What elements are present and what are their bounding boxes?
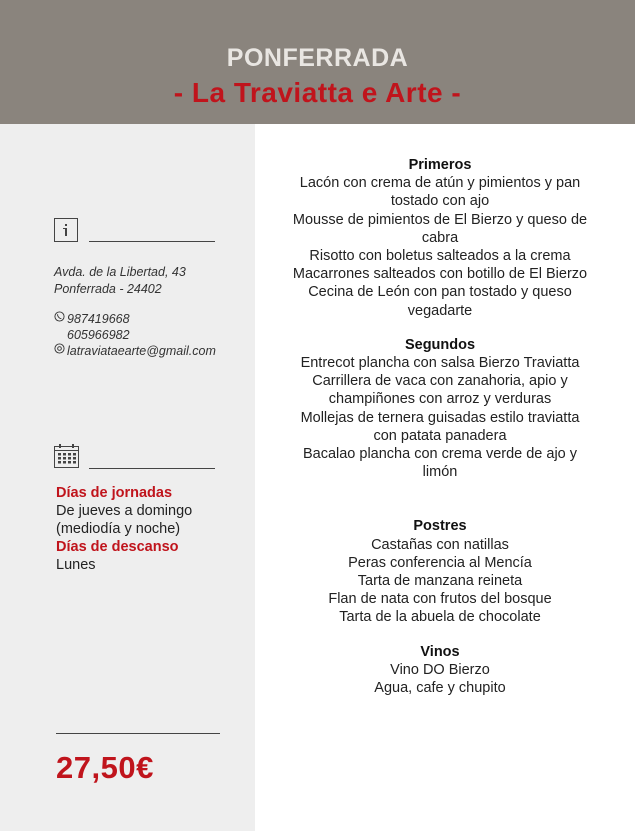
address-line: Avda. de la Libertad, 43 <box>54 265 186 279</box>
calendar-icon <box>54 443 78 467</box>
menu-item: Castañas con natillas <box>371 536 509 553</box>
restaurant-name: - La Traviatta e Arte - <box>173 77 462 108</box>
menu-item: champiñones con arroz y verduras <box>328 391 552 408</box>
info-icon <box>54 218 78 242</box>
section-title-segundos: Segundos <box>404 336 476 353</box>
section-title-vinos: Vinos <box>420 643 460 660</box>
menu-item: Tarta de manzana reineta <box>357 573 523 590</box>
phone-number[interactable]: 605966982 <box>67 328 130 342</box>
menu-item: con patata panadera <box>373 427 507 444</box>
menu-item: Agua, cafe y chupito <box>374 680 506 697</box>
price-divider <box>56 733 220 734</box>
workdays-value: De jueves a domingo <box>56 503 193 519</box>
schedule-divider <box>89 468 215 469</box>
section-title-postres: Postres <box>413 518 467 535</box>
menu-item: Risotto con boletus salteados a la crema <box>309 248 571 265</box>
menu-item: vegadarte <box>407 302 473 319</box>
info-divider <box>89 241 215 242</box>
menu-list <box>255 156 625 697</box>
menu-item: Flan de nata con frutos del bosque <box>328 591 552 608</box>
info-sidebar <box>0 124 255 831</box>
menu-item: Vino DO Bierzo <box>390 661 490 678</box>
menu-item: Mollejas de ternera guisadas estilo traviatta <box>300 409 580 426</box>
menu-item: Entrecot plancha con salsa Bierzo Traviatta <box>300 355 580 372</box>
menu-item: Lacón con crema de atún y pimientos y pan <box>299 175 581 192</box>
menu-item: Macarrones salteados con botillo de El Bierzo <box>292 266 588 283</box>
menu-item: Tarta de la abuela de chocolate <box>339 609 541 626</box>
menu-item: cabra <box>421 229 459 246</box>
address-line: Ponferrada - 24402 <box>54 282 162 296</box>
menu-price: 27,50€ <box>56 750 154 785</box>
address <box>54 264 186 298</box>
menu-item: limón <box>422 464 458 481</box>
menu-item: Mousse de pimientos de El Bierzo y queso de <box>292 211 588 228</box>
workdays-label: Días de jornadas <box>56 485 173 501</box>
menu-item: Carrillera de vaca con zanahoria, apio y <box>312 373 568 390</box>
rest-value: Lunes <box>56 557 96 573</box>
contact-block <box>54 311 216 359</box>
menu-item: Bacalao plancha con crema verde de ajo y <box>302 446 578 463</box>
menu-item: tostado con ajo <box>390 193 490 210</box>
workdays-value: (mediodía y noche) <box>56 521 181 537</box>
menu-item: Cecina de León con pan tostado y queso <box>308 284 572 301</box>
city-title: PONFERRADA <box>226 44 409 72</box>
section-title-primeros: Primeros <box>408 157 472 173</box>
header-banner <box>0 0 635 124</box>
schedule-block <box>56 484 192 574</box>
menu-item: Peras conferencia al Mencía <box>348 554 532 571</box>
phone-number[interactable]: 987419668 <box>67 312 130 326</box>
rest-label: Días de descanso <box>56 539 179 555</box>
at-icon <box>54 343 67 359</box>
whatsapp-icon <box>54 311 67 327</box>
email-link[interactable]: latraviataearte@gmail.com <box>67 344 216 358</box>
